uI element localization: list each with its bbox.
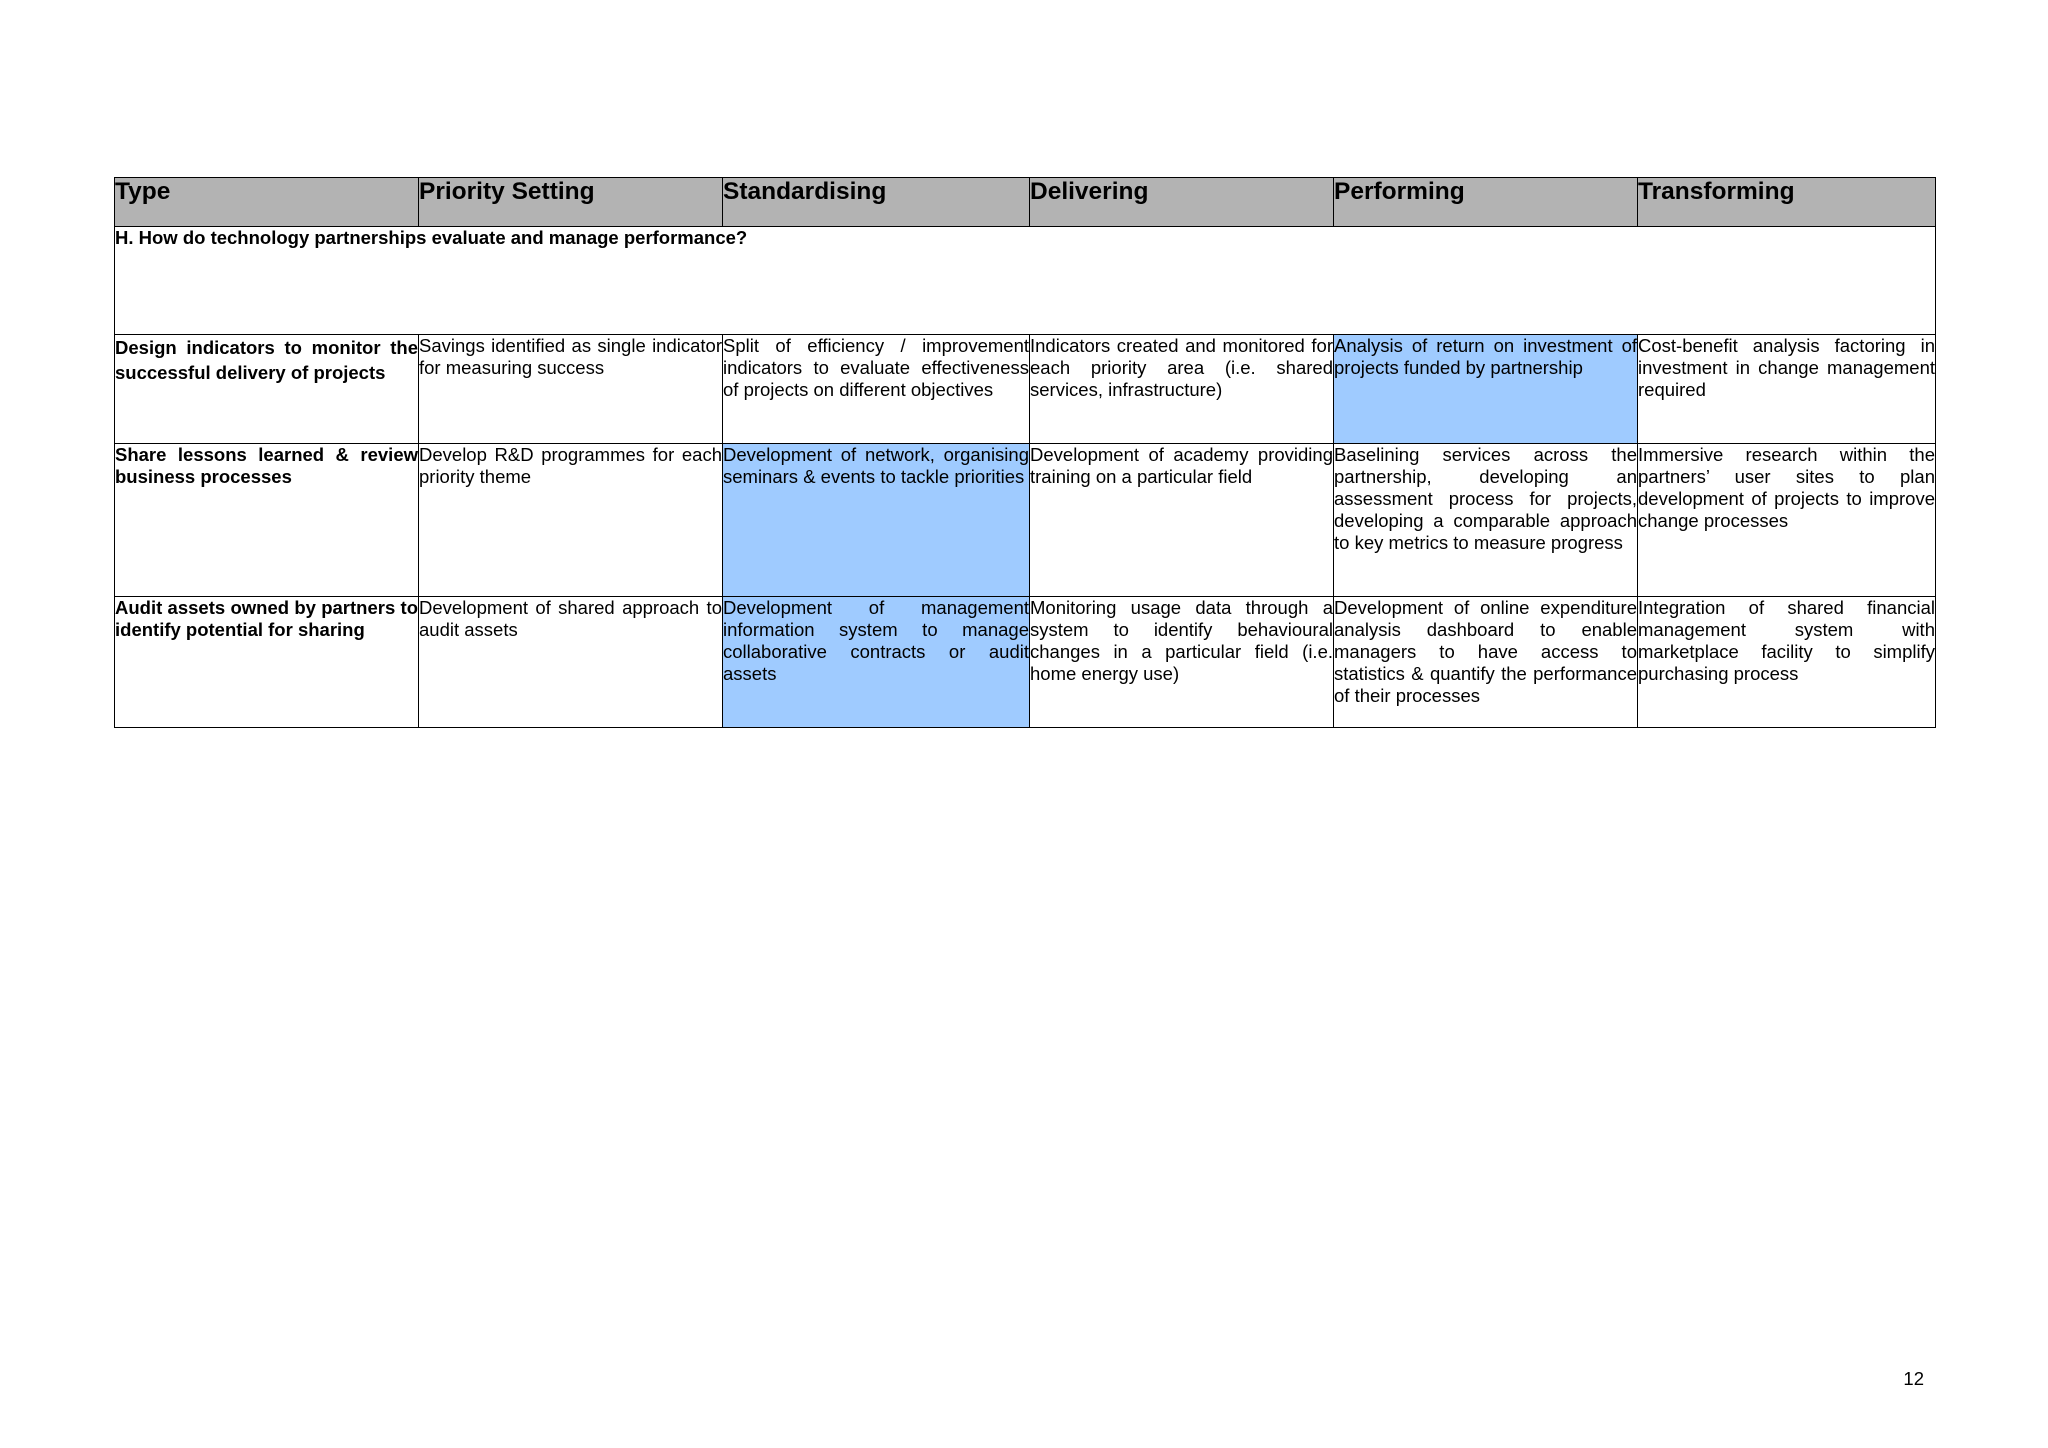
header-type: Type <box>115 178 419 227</box>
performing-cell-highlighted: Analysis of return on investment of projects funded by partnership <box>1334 335 1638 444</box>
row-type-cell: Share lessons learned & review business processes <box>115 444 419 597</box>
priority-setting-cell: Develop R&D programmes for each priority theme <box>419 444 723 597</box>
row-type-cell: Audit assets owned by partners to identify potential for sharing <box>115 597 419 728</box>
section-heading-row <box>115 227 1936 335</box>
performing-cell: Development of online expenditure analysis dashboard to enable managers to have access to statistics & quantify the performance of their processes <box>1334 597 1638 728</box>
transforming-cell: Integration of shared financial management system with marketplace facility to simplify purchasing process <box>1638 597 1936 728</box>
delivering-cell: Development of academy providing training on a particular field <box>1030 444 1334 597</box>
table-row <box>115 444 1936 597</box>
header-delivering: Delivering <box>1030 178 1334 227</box>
page-number: 12 <box>1903 1368 1924 1389</box>
header-performing: Performing <box>1334 178 1638 227</box>
table-row <box>115 335 1936 444</box>
table-header-row <box>115 178 1936 227</box>
row-type-cell: Design indicators to monitor the successful delivery of projects <box>115 335 419 444</box>
transforming-cell: Cost-benefit analysis factoring in investment in change management required <box>1638 335 1936 444</box>
performing-cell: Baselining services across the partnership, developing an assessment process for projects, developing a comparable approach to key metrics to measure progress <box>1334 444 1638 597</box>
transforming-cell: Immersive research within the partners’ user sites to plan development of projects to improve change processes <box>1638 444 1936 597</box>
priority-setting-cell: Development of shared approach to audit assets <box>419 597 723 728</box>
standardising-cell-highlighted: Development of network, organising seminars & events to tackle priorities <box>723 444 1030 597</box>
section-heading: H. How do technology partnerships evaluate and manage performance? <box>115 227 1936 335</box>
standardising-cell: Split of efficiency / improvement indicators to evaluate effectiveness of projects on different objectives <box>723 335 1030 444</box>
maturity-matrix-table <box>114 177 1936 728</box>
header-standardising: Standardising <box>723 178 1030 227</box>
standardising-cell-highlighted: Development of management information system to manage collaborative contracts or audit assets <box>723 597 1030 728</box>
priority-setting-cell: Savings identified as single indicator for measuring success <box>419 335 723 444</box>
header-transforming: Transforming <box>1638 178 1936 227</box>
delivering-cell: Monitoring usage data through a system to identify behavioural changes in a particular field (i.e. home energy use) <box>1030 597 1334 728</box>
header-priority-setting: Priority Setting <box>419 178 723 227</box>
delivering-cell: Indicators created and monitored for each priority area (i.e. shared services, infrastructure) <box>1030 335 1334 444</box>
table-row <box>115 597 1936 728</box>
